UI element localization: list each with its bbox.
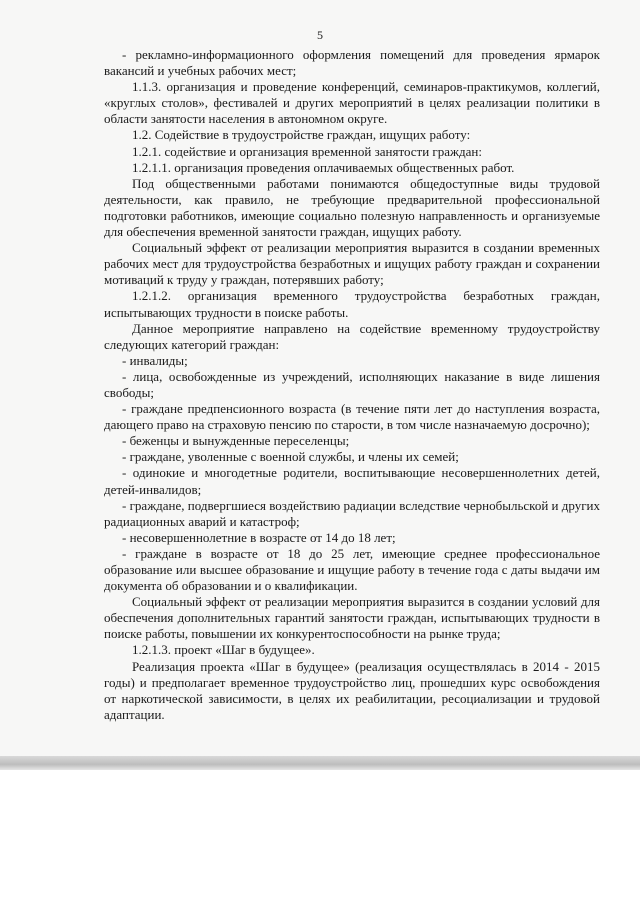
list-item-paragraph: - граждане, уволенные с военной службы, и члены их семей; [122,449,459,465]
paragraph: 1.2. Содействие в трудоустройстве граждан, ищущих работу: [132,127,471,143]
page-number: 5 [317,28,323,42]
list-item-paragraph: - инвалиды; [122,352,188,368]
paragraph: Под общественными работами понимаются общедоступные виды трудовой деятельности, как правило, не требующие предварительной профессиональной подготовки работников, имеющие социально полезную направленность и организуемые для обеспечения временной занятости граждан, ищущих работу. [104,175,600,240]
paragraph: Данное мероприятие направлено на содействие временному трудоустройству следующих категорий граждан: [104,320,600,352]
list-item-paragraph: - лица, освобожденные из учреждений, исполняющих наказание в виде лишения свободы; [104,368,600,400]
list-item-paragraph: - несовершеннолетние в возрасте от 14 до 18 лет; [122,529,396,545]
paragraph: 1.2.1.1. организация проведения оплачиваемых общественных работ. [132,159,515,175]
paragraph: 1.1.3. организация и проведение конференций, семинаров-практикумов, коллегий, «круглых столов», фестивалей и других мероприятий в целях реализации политики в области занятости населения в автономном округе. [104,79,600,127]
paragraph: Социальный эффект от реализации мероприятия выразится в создании временных рабочих мест для трудоустройства безработных и ищущих работу граждан и сохранении мотиваций к труду у граждан, потерявших работу; [104,240,600,288]
list-item-paragraph: - рекламно-информационного оформления помещений для проведения ярмарок вакансий и учебных рабочих мест; [104,47,600,79]
list-item-paragraph: - беженцы и вынужденные переселенцы; [122,433,350,449]
list-item-paragraph: - граждане, подвергшиеся воздействию радиации вследствие чернобыльской и других радиационных аварий и катастроф; [104,497,600,529]
list-item-paragraph: - граждане в возрасте от 18 до 25 лет, имеющие среднее профессиональное образование или высшее образование и ищущие работу в течение года с даты выдачи им документа об образовании и о квалификации. [104,545,600,594]
list-item-paragraph: - одинокие и многодетные родители, воспитывающие несовершеннолетних детей, детей-инвалидов; [104,465,600,497]
paragraph: Реализация проекта «Шаг в будущее» (реализация осуществлялась в 2014 - 2015 годы) и предполагает временное трудоустройство лиц, прошедших курс освобождения от наркотической зависимости, в целях их реабилитации, ресоциализации и трудовой адаптации. [104,658,600,722]
scan-edge [0,756,640,770]
paragraph: 1.2.1. содействие и организация временной занятости граждан: [132,143,482,159]
paragraph: Социальный эффект от реализации мероприятия выразится в создании условий для обеспечения дополнительных гарантий занятости граждан, испытывающих трудности в поиске работы, повышении их конкурентоспособности на рынке труда; [104,594,600,642]
paragraph: 1.2.1.2. организация временного трудоустройства безработных граждан, испытывающих трудности в поиске работы. [104,288,600,320]
document-body [104,47,600,723]
paragraph: 1.2.1.3. проект «Шаг в будущее». [132,642,315,658]
list-item-paragraph: - граждане предпенсионного возраста (в течение пяти лет до наступления возраста, дающего право на страховую пенсию по старости, в том числе назначаемую досрочно); [104,401,600,433]
